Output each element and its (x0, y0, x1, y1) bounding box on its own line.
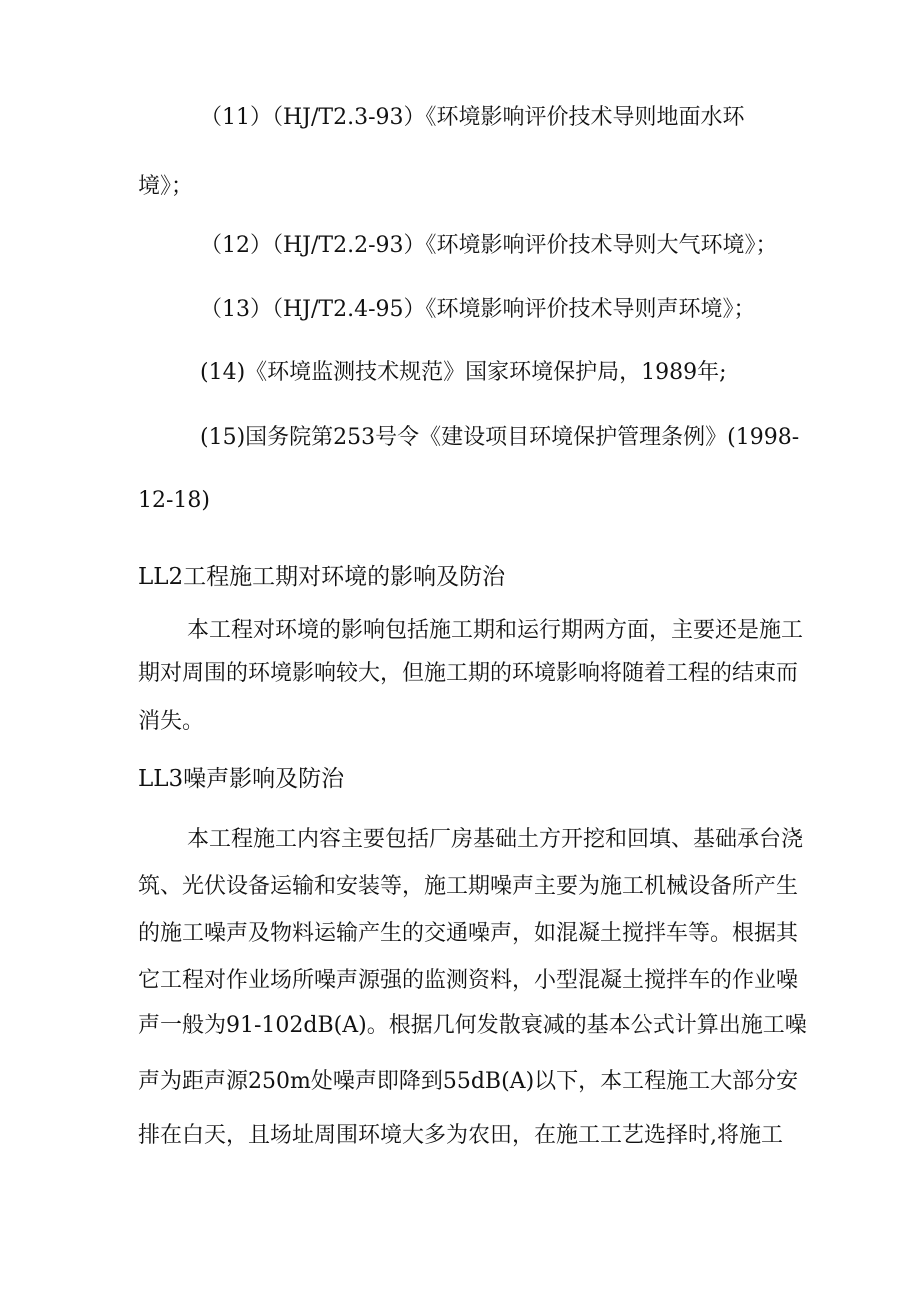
section-ll3-paragraph-line6: 声为距声源250m处噪声即降到55dB(A)以下，本工程施工大部分安 (138, 1069, 799, 1094)
section-ll3-paragraph-line5: 声一般为91-102dB(A)。根据几何发散衰减的基本公式计算出施工噪 (138, 1013, 807, 1038)
reference-item-15-line1: (15)国务院第253号令《建设项目环境保护管理条例》(1998- (200, 425, 800, 450)
section-ll2-paragraph-line3: 消失。 (138, 709, 205, 734)
reference-item-11-line1: （11）（HJ/T2.3-93）《环境影响评价技术导则地面水环 (200, 105, 745, 130)
section-ll3-paragraph-line4: 它工程对作业场所噪声源强的监测资料，小型混凝土搅拌车的作业噪 (138, 968, 799, 993)
reference-item-15-line2: 12-18) (138, 488, 211, 513)
section-ll3-paragraph-line7: 排在白天，且场址周围环境大多为农田，在施工工艺选择时,将施工 (138, 1123, 783, 1148)
section-ll3-paragraph-line3: 的施工噪声及物料运输产生的交通噪声，如混凝土搅拌车等。根据其 (138, 921, 799, 946)
reference-item-14: (14)《环境监测技术规范》国家环境保护局，1989年; (200, 360, 727, 385)
section-ll3-heading: LL3噪声影响及防治 (138, 766, 345, 792)
reference-item-12: （12）（HJ/T2.2-93）《环境影响评价技术导则大气环境》； (200, 233, 778, 258)
section-ll2-heading: LL2工程施工期对环境的影响及防治 (138, 564, 506, 590)
reference-item-11-line2: 境》； (138, 174, 194, 199)
reference-item-13: （13）（HJ/T2.4-95）《环境影响评价技术导则声环境》； (200, 297, 756, 322)
section-ll3-paragraph-line1: 本工程施工内容主要包括厂房基础土方开挖和回填、基础承台浇 (187, 827, 804, 852)
section-ll2-paragraph-line2: 期对周围的环境影响较大，但施工期的环境影响将随着工程的结束而 (138, 661, 799, 686)
section-ll2-paragraph-line1: 本工程对环境的影响包括施工期和运行期两方面，主要还是施工 (187, 618, 804, 643)
section-ll3-paragraph-line2: 筑、光伏设备运输和安装等，施工期噪声主要为施工机械设备所产生 (138, 874, 799, 899)
